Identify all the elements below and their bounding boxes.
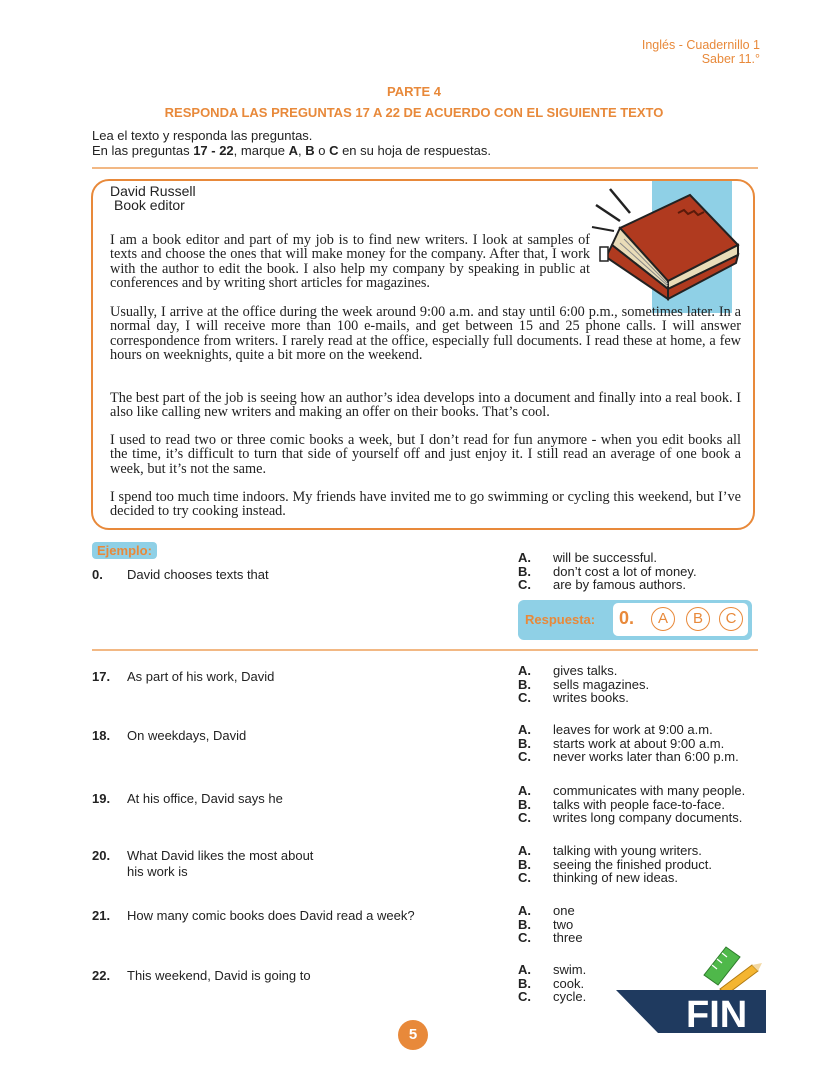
book-icon xyxy=(590,183,740,313)
article-paragraph-1: I am a book editor and part of my job is to find new writers. I look at samples of texts and choose the ones that will make money for the company. After that, I work with the author to edit the book. I also help my company by speaking in public at conferences and by writing short articles for magazines. xyxy=(110,232,590,292)
header-subtitle: Saber 11.° xyxy=(701,52,760,66)
option-c: C. writes books. xyxy=(518,690,629,705)
question-18-options xyxy=(518,723,739,764)
example-question: David chooses texts that xyxy=(127,567,269,582)
article-author xyxy=(110,184,196,212)
divider xyxy=(92,649,758,651)
article-paragraph-2: Usually, I arrive at the office during the week around 9:00 a.m. and stay until 6:00 p.m., sometimes later. In a normal day, I will receive more than 100 e-mails, and get between 15 and 25 phone calls. I will answer correspondence from writers. I rarely read at the office, especially full documents. I read these at home, a few hours on weeknights, quite a bit more on the weekend. xyxy=(110,304,741,364)
option-c: C. thinking of new ideas. xyxy=(518,870,679,885)
author-name: David Russell xyxy=(110,183,196,199)
option-b: B. cook. xyxy=(518,975,585,991)
option-b: B. talks with people face-to-face. xyxy=(518,796,725,812)
question-17-text: As part of his work, David xyxy=(127,669,275,684)
option-c: C. three xyxy=(518,930,583,945)
question-17-options xyxy=(518,664,649,705)
example-number: 0. xyxy=(92,567,103,582)
question-21-number: 21. xyxy=(92,908,111,923)
section-title: PARTE 4 xyxy=(387,84,441,99)
instructions xyxy=(92,128,491,158)
option-a: A. one xyxy=(518,903,575,918)
answer-label: Respuesta: xyxy=(525,612,596,627)
answer-bubble-c: C xyxy=(719,607,743,631)
article-paragraph-4: I used to read two or three comic books a week, but I don’t read for fun anymore - when you edit books all the time, it’s difficult to turn that side of yourself off and just enjoy it. I still read an average of one book a week, but it’s not the same. xyxy=(110,432,741,477)
question-19-text: At his office, David says he xyxy=(127,791,283,806)
question-19-options xyxy=(518,784,745,825)
option-b: B. sells magazines. xyxy=(518,676,650,692)
question-20-text: What David likes the most about his work is xyxy=(127,848,314,879)
fin-label: FIN xyxy=(686,994,748,1035)
document-header xyxy=(642,38,760,66)
option-a: A. talking with young writers. xyxy=(518,843,702,858)
example-option-b: B. don’t cost a lot of money. xyxy=(518,563,697,579)
option-c: C. never works later than 6:00 p.m. xyxy=(518,749,739,764)
question-21-text: How many comic books does David read a week? xyxy=(127,908,415,923)
question-20-options xyxy=(518,844,712,885)
question-17-number: 17. xyxy=(92,669,111,684)
question-22-text: This weekend, David is going to xyxy=(127,968,311,983)
option-a: A. communicates with many people. xyxy=(518,783,746,798)
option-a: A. gives talks. xyxy=(518,663,618,678)
option-b: B. two xyxy=(518,916,574,932)
option-a: A. leaves for work at 9:00 a.m. xyxy=(518,722,713,737)
header-title: Inglés - Cuadernillo 1 xyxy=(641,38,760,52)
option-a: A. swim. xyxy=(518,962,587,977)
answer-number: 0. xyxy=(619,608,635,628)
example-option-c: C. are by famous authors. xyxy=(518,577,686,592)
section-subtitle: RESPONDA LAS PREGUNTAS 17 A 22 DE ACUERDO CON EL SIGUIENTE TEXTO xyxy=(164,105,664,120)
example-option-a: A. will be successful. xyxy=(518,550,658,565)
question-18-number: 18. xyxy=(92,728,111,743)
answer-bubble-b: B xyxy=(686,607,710,631)
option-b: B. seeing the finished product. xyxy=(518,856,712,872)
author-role: Book editor xyxy=(114,197,185,213)
fin-banner xyxy=(616,945,766,1035)
question-18-text: On weekdays, David xyxy=(127,728,247,743)
instructions-line1: Lea el texto y responda las preguntas. xyxy=(92,128,313,143)
instructions-line2: En las preguntas 17 - 22, marque A, B o C en su hoja de respuestas. xyxy=(92,143,491,158)
question-19-number: 19. xyxy=(92,791,111,806)
article-paragraph-5: I spend too much time indoors. My friends have invited me to go swimming or cycling this weekend, but I’ve decided to try cooking instead. xyxy=(110,489,741,520)
page-number: 5 xyxy=(398,1020,428,1050)
question-22-options xyxy=(518,963,586,1004)
option-b: B. starts work at about 9:00 a.m. xyxy=(518,735,725,751)
example-options xyxy=(518,551,697,592)
question-21-options xyxy=(518,904,583,945)
question-20-number: 20. xyxy=(92,848,111,863)
answer-bubble-a: A xyxy=(651,607,675,631)
article-paragraph-3: The best part of the job is seeing how an author’s idea develops into a document and finally into a real book. I also like calling new writers and making an offer on their books. That’s cool. xyxy=(110,390,741,421)
option-c: C. writes long company documents. xyxy=(518,810,743,825)
option-c: C. cycle. xyxy=(518,989,587,1004)
divider xyxy=(92,167,758,169)
example-badge: Ejemplo: xyxy=(92,542,157,559)
question-22-number: 22. xyxy=(92,968,111,983)
